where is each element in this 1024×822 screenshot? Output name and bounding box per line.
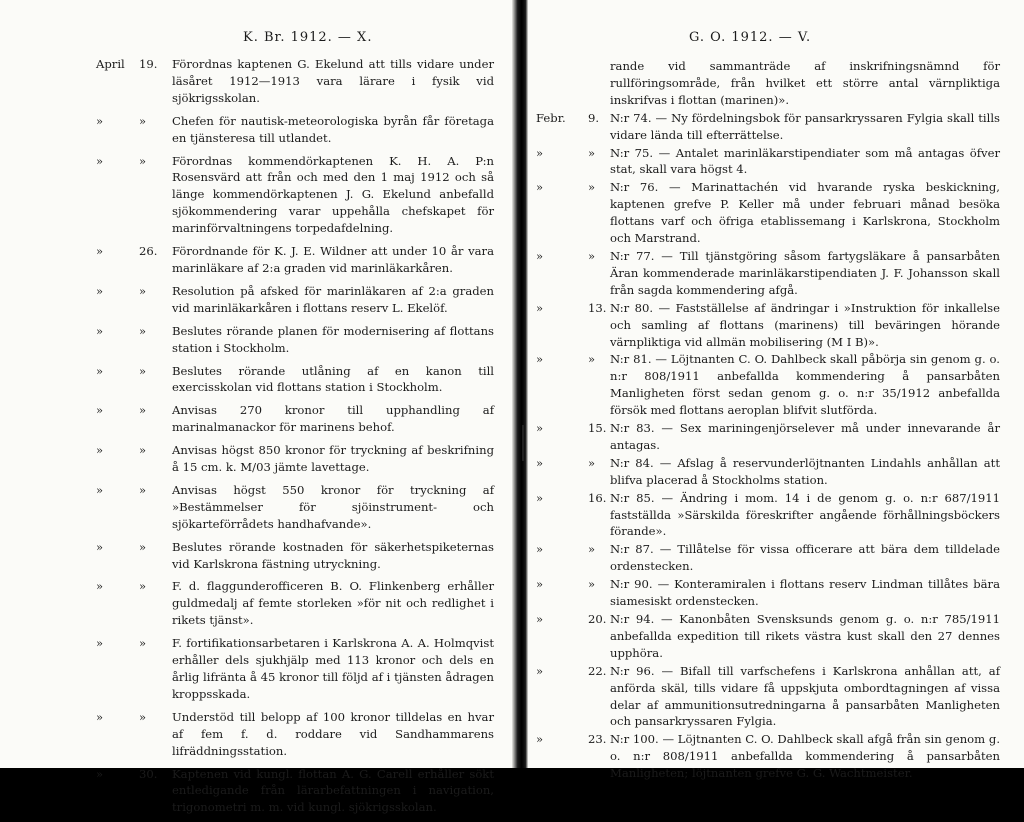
register-entry — [0, 153, 512, 238]
right-entry-list — [528, 58, 1024, 783]
register-entry — [528, 145, 1024, 179]
register-entry — [0, 709, 512, 760]
entry-text: Chefen för nautisk-meteorologiska byrån får företaga en tjänsteresa till utlandet. — [172, 113, 494, 145]
entry-text: N:r 80. — Fastställelse af ändringar i »Instruktion för inkallelse och samling af flottans (marinens) till beväringen hörande värnpliktiga vid allmän mobilisering (M I B)». — [610, 300, 1000, 349]
register-entry — [528, 300, 1024, 351]
entry-day: 16. — [588, 490, 607, 505]
entry-day: » — [588, 577, 596, 592]
entry-text: N:r 85. — Ändring i mom. 14 i de genom g. o. n:r 687/1911 fastställda »Särskilda föreskrifter angående förhållningsböckers förande». — [610, 490, 1000, 539]
entry-text: rande vid sammanträde af inskrifningsnämnd för rullföringsområde, från hvilket ett större antal värnpliktiga inskrifvas i flottan (marinen)». — [610, 59, 1000, 107]
register-entry — [0, 539, 512, 573]
entry-month: Febr. — [536, 110, 566, 125]
entry-text: N:r 94. — Kanonbåten Svensksunds genom g. o. n:r 785/1911 anbefallda expedition till rikets västra kust skall den 27 dennes upphöra. — [610, 612, 1000, 660]
entry-day: 20. — [588, 612, 607, 626]
entry-month: » — [536, 421, 544, 436]
entry-month: » — [96, 403, 104, 418]
entry-month: » — [536, 180, 544, 195]
register-entry — [0, 283, 512, 317]
entry-text: Förordnas kaptenen G. Ekelund att tills vidare under läsåret 1912—1913 vara lärare i fysik vid sjökrigsskolan. — [172, 57, 494, 105]
entry-month: » — [536, 248, 544, 263]
register-entry — [528, 576, 1024, 610]
entry-day: » — [139, 363, 147, 378]
entry-month: » — [96, 443, 104, 458]
entry-month: » — [96, 579, 104, 594]
left-entry-list — [0, 56, 512, 822]
entry-day: 19. — [139, 57, 158, 71]
register-entry — [528, 490, 1024, 541]
right-page — [528, 0, 1024, 781]
entry-text: Förordnas kommendörkaptenen K. H. A. P:n Rosensvärd att från och med den 1 maj 1912 och så länge kommendörkaptenen J. G. Ekelund anbefalld sjökommendering varar uppehålla chefskapet för marinförvaltningens torpedafdelning. — [172, 153, 494, 236]
entry-day: 9. — [588, 110, 600, 125]
register-entry — [0, 323, 512, 357]
register-entry — [0, 442, 512, 476]
entry-month: » — [96, 244, 104, 259]
register-entry — [528, 420, 1024, 454]
entry-month: » — [96, 283, 104, 298]
register-entry — [528, 663, 1024, 731]
entry-month: » — [96, 153, 104, 168]
entry-text: N:r 84. — Afslag å reservunderlöjtnanten Lindahls anhållan att blifva placerad å Stockholms station. — [610, 455, 1000, 487]
entry-day: 23. — [588, 732, 607, 747]
entry-day: » — [139, 113, 147, 128]
right-page-header: G. O. 1912. — V. — [689, 30, 812, 45]
book-gutter — [512, 0, 528, 768]
register-entry — [0, 56, 512, 107]
entry-month: » — [536, 577, 544, 592]
entry-month: » — [96, 323, 104, 338]
register-entry — [528, 455, 1024, 489]
entry-day: » — [139, 283, 147, 298]
entry-month: April — [96, 57, 125, 71]
entry-text: Anvisas högst 550 kronor för tryckning af »Bestämmelser för sjöinstrument- och sjökarteförrådets handhafvande». — [172, 482, 494, 531]
entry-text: Anvisas 270 kronor till upphandling af marinalmanackor för marinens behof. — [172, 403, 494, 435]
entry-month: » — [96, 766, 104, 781]
entry-day: 22. — [588, 663, 607, 678]
entry-text: N:r 83. — Sex mariningenjörselever må under innevarande år antagas. — [610, 421, 1000, 452]
entry-day: » — [139, 482, 147, 497]
entry-month: » — [96, 482, 104, 497]
register-entry — [528, 541, 1024, 575]
entry-text: Beslutes rörande utlåning af en kanon till exercisskolan vid flottans station i Stockholm. — [172, 363, 494, 395]
entry-month: » — [536, 732, 544, 747]
register-entry — [0, 635, 512, 703]
register-entry — [0, 766, 512, 817]
entry-text: Understöd till belopp af 100 kronor tilldelas en hvar af fem f. d. roddare vid Sandhammarens lifräddningsstation. — [172, 709, 494, 758]
entry-text: N:r 75. — Antalet marinläkarstipendiater som må antagas öfver stat, skall vara högst 4. — [610, 145, 1000, 177]
entry-day: » — [139, 153, 147, 168]
entry-day: » — [139, 539, 147, 554]
entry-text: Kaptenen vid kungl. flottan A. G. Carell erhåller sökt entledigande från lärarbefattningen i navigation, trigonometri m. m. vid kungl. sjökrigsskolan. — [172, 766, 494, 815]
entry-text: Förordnande för K. J. E. Wildner att under 10 år vara marinläkare af 2:a graden vid marinläkarkåren. — [172, 244, 494, 275]
left-page-header: K. Br. 1912. — X. — [243, 30, 373, 45]
entry-text: N:r 96. — Bifall till varfschefens i Karlskrona anhållan att, af anförda skäl, tills vidare få uppskjuta ombordtagningen af vissa delar af ammunitionsutredningarna å pansarbåten Manligheten och pansarkryssaren Fylgia. — [610, 663, 1000, 729]
entry-day: » — [588, 145, 596, 160]
entry-text: F. fortifikationsarbetaren i Karlskrona A. A. Holmqvist erhåller dels sjukhjälp med 113 kronor och dels en årlig lifränta å 45 kronor till följd af i tjänsten ådragen kroppsskada. — [172, 636, 494, 701]
entry-month: » — [536, 490, 544, 505]
entry-month: » — [536, 663, 544, 678]
register-entry — [0, 482, 512, 533]
entry-text: N:r 74. — Ny fördelningsbok för pansarkryssaren Fylgia skall tills vidare lända till efterrättelse. — [610, 110, 1000, 142]
entry-text: Resolution på afsked för marinläkaren af 2:a graden vid marinläkarkåren i flottans reserv L. Ekelöf. — [172, 283, 494, 315]
register-entry — [528, 58, 1024, 109]
entry-day: » — [139, 709, 147, 724]
entry-month: » — [536, 542, 544, 557]
entry-day: » — [588, 542, 596, 557]
entry-text: N:r 81. — Löjtnanten C. O. Dahlbeck skall påbörja sin genom g. o. n:r 808/1911 anbefallda kommendering å pansarbåten Manligheten först sedan genom g. o. n:r 35/1912 anbefallda försök med flottans aeroplan blifvit slutförda. — [610, 352, 1000, 418]
register-entry — [0, 402, 512, 436]
entry-text: N:r 76. — Marinattachén vid hvarande ryska beskickning, kaptenen grefve P. Keller må under februari månad besöka flottans varf och öfriga etablissemang i Karlskrona, Stockholm och Marstrand. — [610, 180, 1000, 246]
entry-month: » — [96, 539, 104, 554]
entry-day: » — [588, 248, 596, 263]
entry-day: 30. — [139, 766, 158, 781]
left-page — [0, 0, 512, 815]
entry-month: » — [536, 455, 544, 470]
entry-text: N:r 87. — Tillåtelse för vissa officerare att bära dem tilldelade ordenstecken. — [610, 542, 1000, 574]
register-entry — [528, 110, 1024, 144]
register-entry — [528, 248, 1024, 299]
entry-text: N:r 77. — Till tjänstgöring såsom fartygsläkare å pansarbåten Äran kommenderade marinläkarstipendiaten J. F. Johansson skall från sagda kommendering afgå. — [610, 248, 1000, 297]
entry-day: » — [139, 443, 147, 458]
entry-month: » — [96, 709, 104, 724]
entry-month: » — [96, 636, 104, 651]
entry-month: » — [96, 113, 104, 128]
entry-text: Anvisas högst 850 kronor för tryckning af beskrifning å 15 cm. k. M/03 jämte lavettage. — [172, 443, 494, 475]
entry-day: » — [588, 180, 596, 195]
register-entry — [0, 363, 512, 397]
entry-text: Beslutes rörande planen för modernisering af flottans station i Stockholm. — [172, 323, 494, 355]
entry-day: 13. — [588, 300, 607, 315]
entry-month: » — [536, 300, 544, 315]
register-entry — [528, 611, 1024, 662]
entry-day: » — [139, 579, 147, 594]
entry-day: 26. — [139, 244, 158, 259]
entry-day: » — [588, 455, 596, 470]
entry-day: » — [139, 323, 147, 338]
entry-text: N:r 100. — Löjtnanten C. O. Dahlbeck skall afgå från sin genom g. o. n:r 808/1911 anbefallda kommendering å pansarbåten Manligheten; löjtnanten grefve G. G. Wachtmeister. — [610, 732, 1000, 781]
scan-artifact — [522, 425, 524, 461]
entry-day: » — [139, 403, 147, 418]
register-entry — [528, 731, 1024, 782]
entry-text: Beslutes rörande kostnaden för säkerhetspiketernas vid Karlskrona fästning utryckning. — [172, 539, 494, 571]
entry-day: » — [588, 352, 596, 367]
register-entry — [0, 578, 512, 629]
entry-day: » — [139, 636, 147, 651]
register-entry — [528, 351, 1024, 419]
register-entry — [0, 243, 512, 277]
entry-day: 15. — [588, 421, 607, 436]
register-entry — [0, 113, 512, 147]
entry-month: » — [536, 352, 544, 367]
entry-text: F. d. flaggunderofficeren B. O. Flinkenberg erhåller guldmedalj af femte storleken »för nit och redlighet i rikets tjänst». — [172, 579, 494, 628]
register-entry — [528, 179, 1024, 247]
entry-month: » — [96, 363, 104, 378]
entry-text: N:r 90. — Konteramiralen i flottans reserv Lindman tillåtes bära siamesiskt ordenstecken. — [610, 577, 1000, 609]
entry-month: » — [536, 612, 544, 626]
entry-month: » — [536, 145, 544, 160]
